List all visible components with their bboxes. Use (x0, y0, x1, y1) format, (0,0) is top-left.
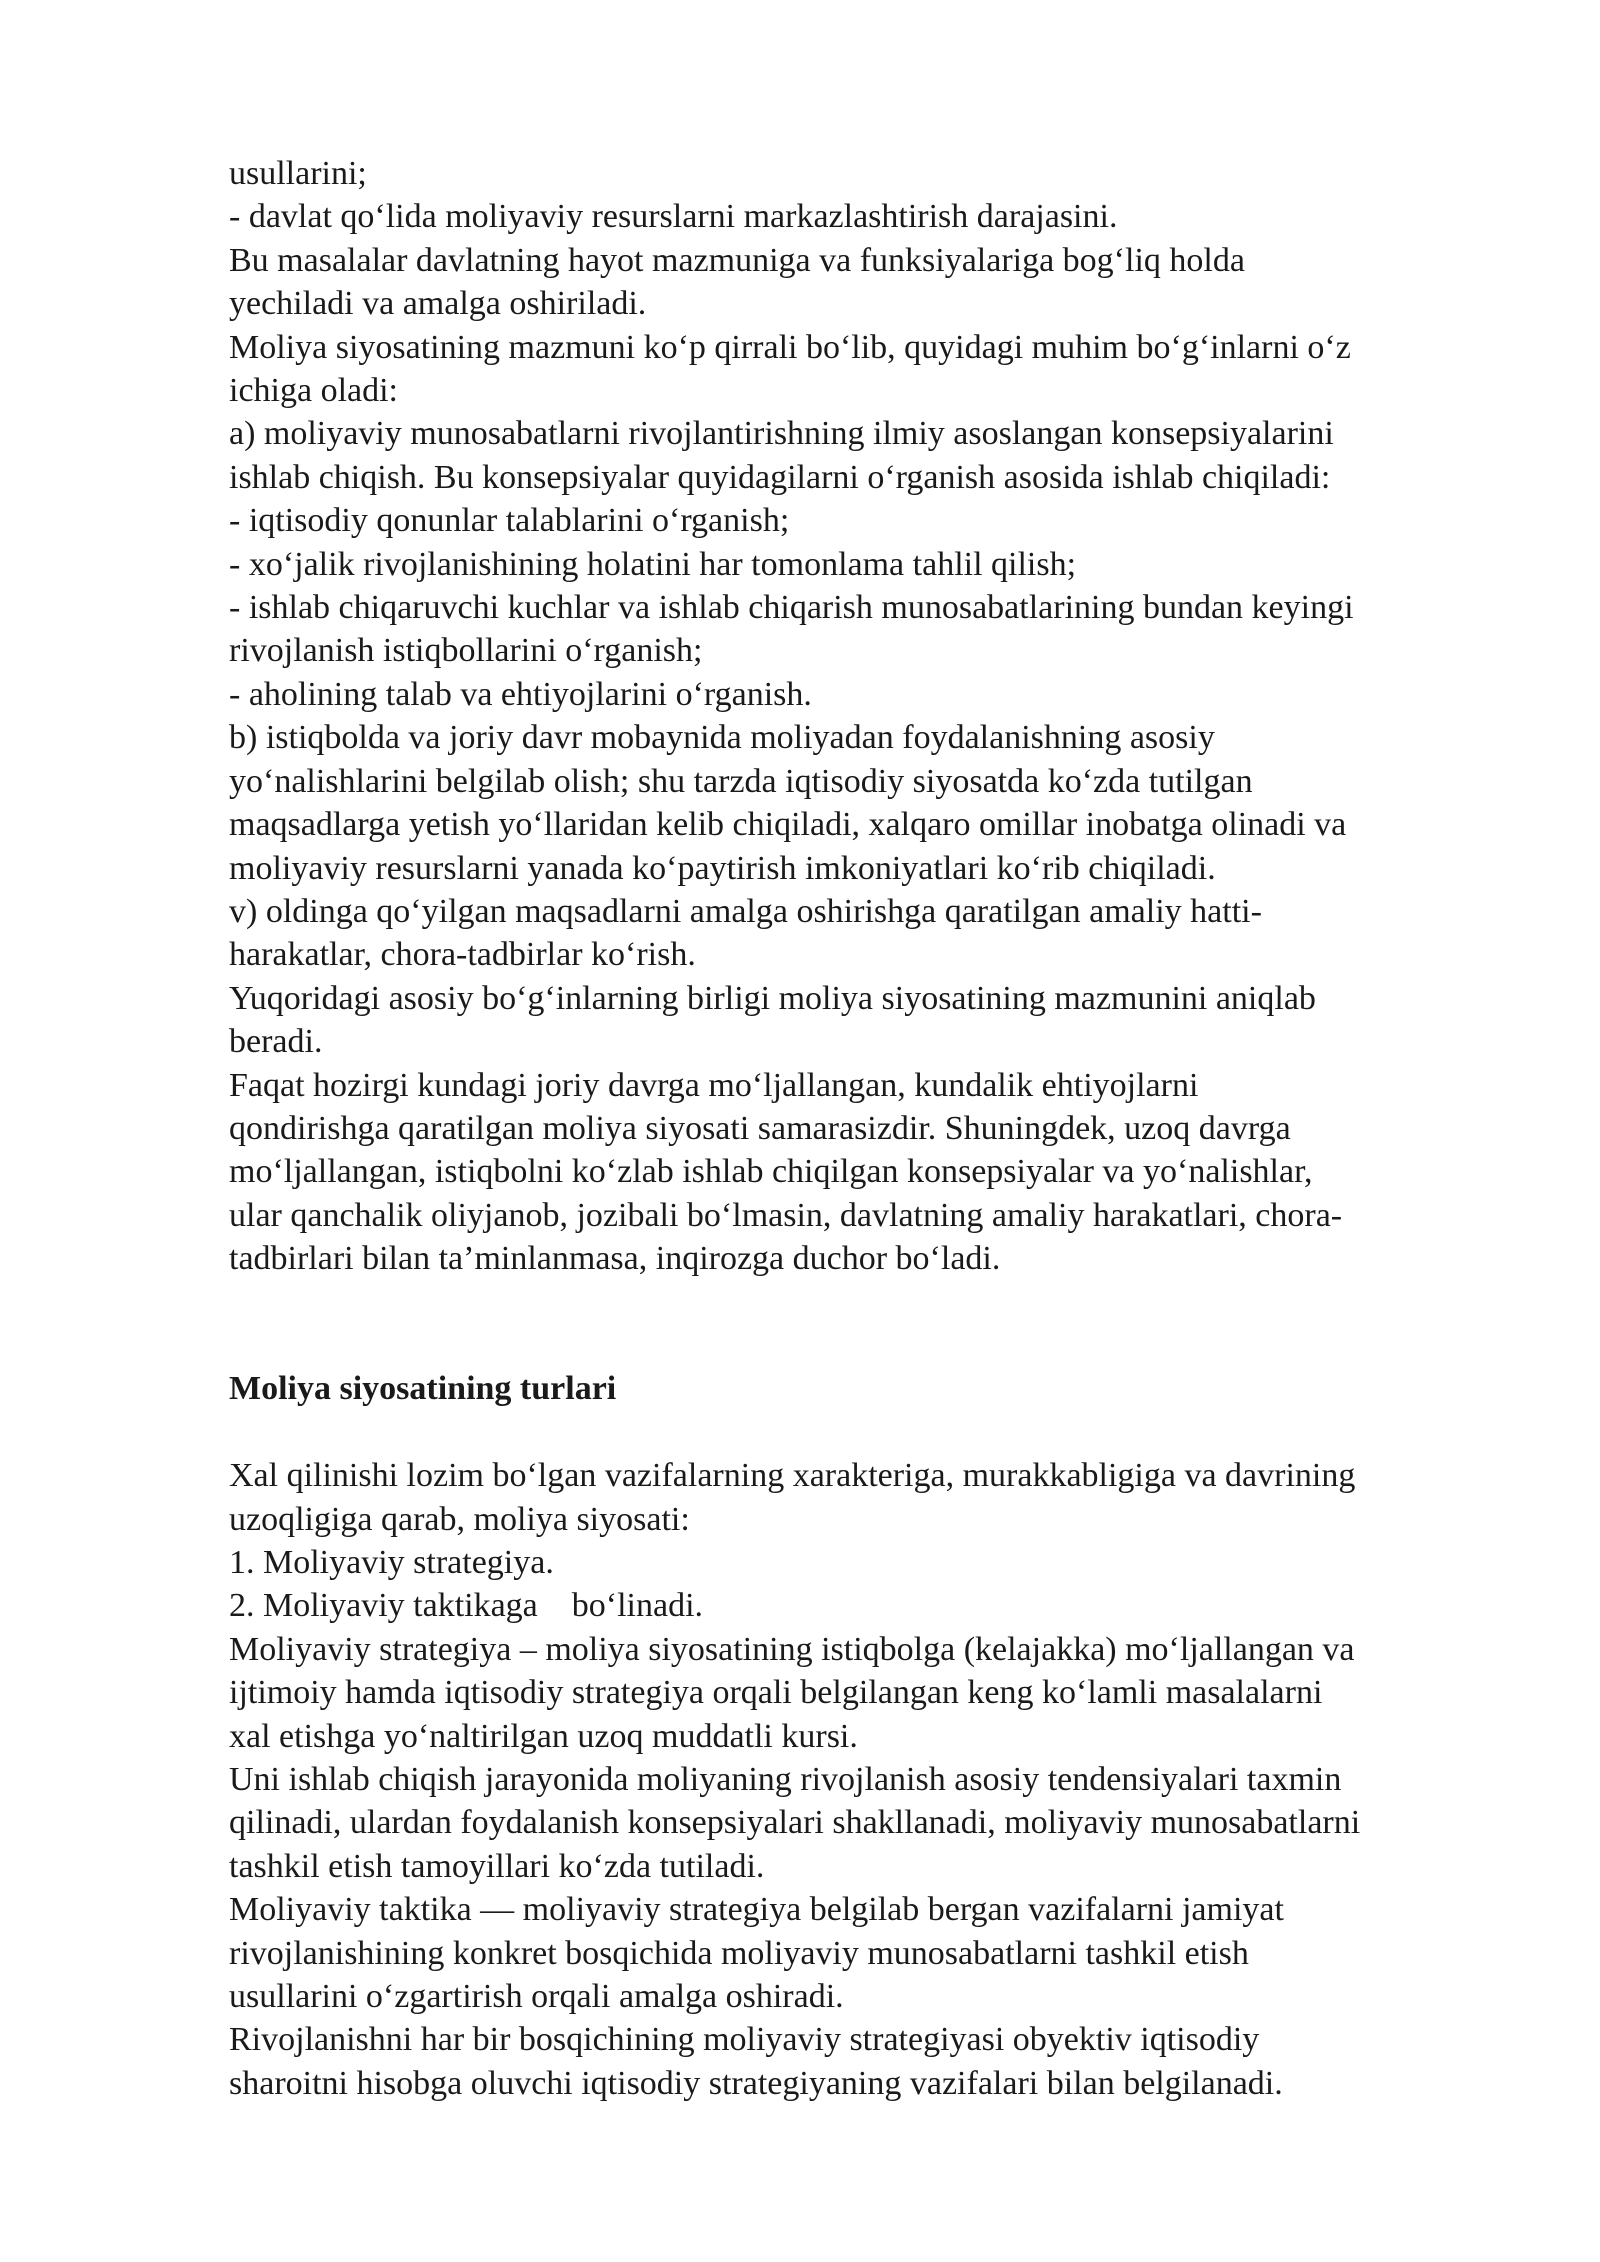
text-line: ishlab chiqish. Bu konsepsiyalar quyidagilarni o‘rganish asosida ishlab chiqiladi: (229, 458, 1331, 496)
text-line: - xo‘jalik rivojlanishining holatini har tomonlama tahlil qilish; (229, 545, 1077, 583)
text-line: - aholining talab va ehtiyojlarini o‘rganish. (229, 675, 812, 713)
blank-line (229, 1281, 1529, 1324)
text-line: rivojlanishining konkret bosqichida moliyaviy munosabatlarni tashkil etish (229, 1934, 1249, 1972)
section-heading: Moliya siyosatining turlari (229, 1370, 617, 1408)
text-line: v) oldinga qo‘yilgan maqsadlarni amalga oshirishga qaratilgan amaliy hatti- (229, 892, 1262, 930)
section-body-2 (229, 1454, 1529, 2105)
section-body-1 (229, 152, 1529, 1281)
text-line: yo‘nalishlarini belgilab olish; shu tarzda iqtisodiy siyosatda ko‘zda tutilgan (229, 762, 1253, 800)
blank-line (229, 1324, 1529, 1367)
text-line: usullarini; (229, 155, 367, 192)
text-line: - davlat qo‘lida moliyaviy resurslarni markazlashtirish darajasini. (229, 198, 1118, 236)
text-line: sharoitni hisobga oluvchi iqtisodiy strategiyaning vazifalari bilan belgilanadi. (229, 2064, 1283, 2102)
text-line: qilinadi, ulardan foydalanish konsepsiyalari shakllanadi, moliyaviy munosabatlarni (229, 1804, 1361, 1842)
text-line: Xal qilinishi lozim bo‘lgan vazifalarning xarakteriga, murakkabligiga va davrining (229, 1457, 1356, 1495)
text-line: tashkil etish tamoyillari ko‘zda tutiladi. (229, 1847, 765, 1885)
text-line: Bu masalalar davlatning hayot mazmuniga va funksiyalariga bog‘liq holda (229, 241, 1245, 279)
text-line: rivojlanish istiqbollarini o‘rganish; (229, 632, 703, 670)
document-body (229, 152, 1529, 2105)
text-line: Uni ishlab chiqish jarayonida moliyaning rivojlanish asosiy tendensiyalari taxmin (229, 1760, 1342, 1798)
text-line: maqsadlarga yetish yo‘llaridan kelib chiqiladi, xalqaro omillar inobatga olinadi va (229, 806, 1347, 844)
text-line: xal etishga yo‘naltirilgan uzoq muddatli kursi. (229, 1717, 858, 1755)
text-line: Moliya siyosatining mazmuni ko‘p qirrali bo‘lib, quyidagi muhim bo‘g‘inlarni o‘z (229, 328, 1351, 366)
text-line: 1. Moliyaviy strategiya. (229, 1543, 554, 1581)
text-line: ijtimoiy hamda iqtisodiy strategiya orqali belgilangan keng ko‘lamli masalalarni (229, 1674, 1323, 1712)
text-line: mo‘ljallangan, istiqbolni ko‘zlab ishlab chiqilgan konsepsiyalar va yo‘nalishlar, (229, 1153, 1313, 1191)
text-line: ular qanchalik oliyjanob, jozibali bo‘lmasin, davlatning amaliy harakatlari, chora- (229, 1196, 1343, 1234)
blank-line (229, 1411, 1529, 1454)
text-line: 2. Moliyaviy taktikaga bo‘linadi. (229, 1587, 704, 1625)
text-line: uzoqligiga qarab, moliya siyosati: (229, 1500, 690, 1538)
text-line: ichiga oladi: (229, 372, 399, 410)
text-line: Moliyaviy strategiya – moliya siyosatining istiqbolga (kelajakka) mo‘ljallangan va (229, 1630, 1355, 1668)
text-line: Moliyaviy taktika — moliyaviy strategiya belgilab bergan vazifalarni jamiyat (229, 1891, 1284, 1929)
text-line: qondirishga qaratilgan moliya siyosati samarasizdir. Shuningdek, uzoq davrga (229, 1109, 1291, 1147)
text-line: moliyaviy resurslarni yanada ko‘paytirish imkoniyatlari ko‘rib chiqiladi. (229, 849, 1216, 887)
text-line: Yuqoridagi asosiy bo‘g‘inlarning birligi moliya siyosatining mazmunini aniqlab (229, 979, 1316, 1017)
text-line: Faqat hozirgi kundagi joriy davrga mo‘ljallangan, kundalik ehtiyojlarni (229, 1066, 1199, 1104)
text-line: yechiladi va amalga oshiriladi. (229, 285, 647, 323)
text-line: tadbirlari bilan ta’minlanmasa, inqirozga duchor bo‘ladi. (229, 1240, 1001, 1278)
text-line: b) istiqbolda va joriy davr mobaynida moliyadan foydalanishning asosiy (229, 719, 1215, 757)
text-line: - ishlab chiqaruvchi kuchlar va ishlab chiqarish munosabatlarining bundan keyingi (229, 589, 1354, 627)
text-line: usullarini o‘zgartirish orqali amalga oshiradi. (229, 1978, 844, 2016)
text-line: harakatlar, chora-tadbirlar ko‘rish. (229, 936, 696, 974)
text-line: a) moliyaviy munosabatlarni rivojlantirishning ilmiy asoslangan konsepsiyalarini (229, 415, 1334, 453)
text-line: - iqtisodiy qonunlar talablarini o‘rganish; (229, 502, 790, 540)
text-line: beradi. (229, 1023, 323, 1061)
text-line: Rivojlanishni har bir bosqichining moliyaviy strategiyasi obyektiv iqtisodiy (229, 2021, 1260, 2059)
